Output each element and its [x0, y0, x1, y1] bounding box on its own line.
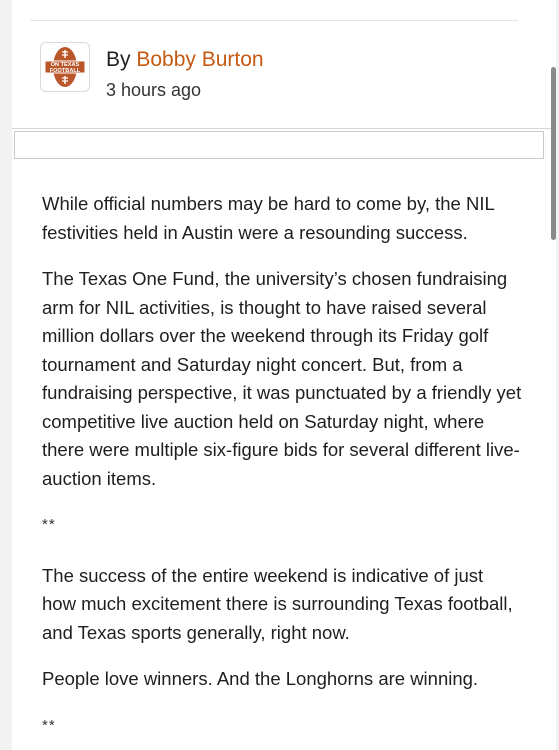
author-name-link[interactable]: Bobby Burton — [136, 48, 264, 71]
byline — [106, 46, 264, 74]
post-timestamp: 3 hours ago — [106, 80, 202, 100]
avatar-text-top: ON TEXAS — [50, 62, 80, 68]
author-avatar[interactable] — [40, 42, 90, 92]
header-divider — [12, 128, 556, 129]
section-separator: ** — [42, 716, 56, 734]
article-paragraph: While official numbers may be hard to come by, the NIL festivities held in Austin were a resounding success. — [42, 193, 495, 243]
author-block — [40, 42, 264, 102]
author-text — [106, 46, 264, 102]
section-separator: ** — [42, 516, 56, 533]
avatar-text-bottom: FOOTBALL — [49, 68, 81, 74]
article-paragraph: The success of the entire weekend is indicative of just how much excitement there is surrounding Texas football, and Texas sports generally, right now. — [42, 564, 513, 643]
by-label: By — [106, 48, 131, 71]
scrollbar-thumb[interactable] — [551, 67, 556, 240]
ad-placeholder — [14, 131, 544, 159]
top-divider — [30, 20, 518, 21]
article-paragraph: The Texas One Fund, the university’s chosen fundraising arm for NIL activities, is thought to have raised several million dollars over the weekend through its Friday golf tournament and Saturday night concert. But, from a fundraising perspective, it was punctuated by a friendly yet competitive live auction held on Saturday night, where there were multiple six-figure bids for several different live-auction items. — [42, 268, 522, 489]
article-body — [42, 190, 522, 750]
article-paragraph: People love winners. And the Longhorns are winning. — [42, 668, 479, 689]
football-logo-icon — [42, 44, 88, 90]
